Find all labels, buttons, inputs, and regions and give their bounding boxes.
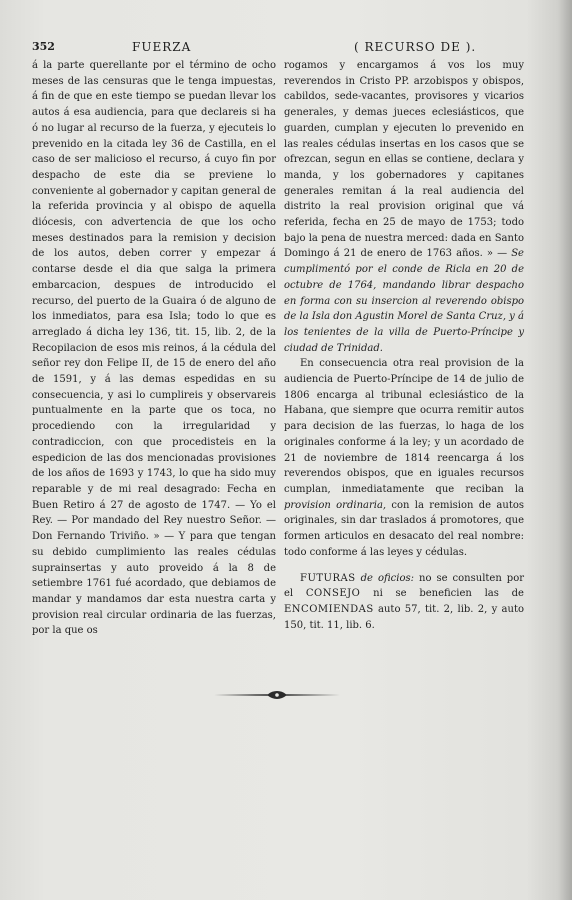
header-section: ( RECURSO DE ). — [354, 40, 477, 54]
entry-term-consejo: CONSEJO — [305, 588, 361, 600]
ornament-divider — [212, 688, 342, 702]
right-p1-italic: Se cumplimentó por el conde de Ricla en 20 de octubre de 1764, mandando librar despacho en forma con su insercion al reverendo obispo de la Isla don Agustin Morel de Santa Cruz, y á los tenientes de la villa de Puerto-Príncipe y ciudad de Trinidad. — [284, 248, 524, 354]
right-p2-end: con la remision de autos originales, sin dar traslados á promotores, que formen articulos en desacato del real nombre: todo conforme á las leyes y cédulas. — [284, 499, 524, 558]
entry-italic: de oficios: — [360, 572, 414, 584]
header-title: FUERZA — [132, 40, 192, 54]
right-paragraph-1 — [284, 58, 524, 356]
left-column — [32, 58, 276, 639]
right-p1-text: rogamos y encargamos á vos los muy reverendos in Cristo PP. arzobispos y obispos, cabildos, sede-vacantes, provisores y vicarios generales, y demas jueces eclesiásticos, que guarden, cumplan y ejecuten lo prevenido en las reales cédulas insertas en los casos que se ofrezcan, segun en ellas se contiene, declara y manda, y los gobernadores y capitanes generales remitan á la real audiencia del distrito la real provision original que vá referida, fecha en 25 de mayo de 1753; todo bajo la pena de nuestra merced: dada en Santo Domingo á 21 de enero de 1763 años. » — — [284, 60, 524, 260]
entry-term-futuras: FUTURAS — [300, 572, 356, 584]
entry-text-3: auto 57, tit. 2, lib. 2, y auto 150, tit. 11, lib. 6. — [284, 603, 524, 631]
left-paragraph: á la parte querellante por el término de ocho meses de las censuras que le tenga impuestas, á fin de que en este tiempo se puedan llevar los autos á esa audiencia, para que declareis si ha ó no lugar al recurso de la fuerza, y ejecuteis lo prevenido en la citada ley 36 de Castilla, en el caso de ser malicioso el recurso, á cuyo fin por despacho de este dia se previene lo conveniente al gobernador y capitan general de la referida provincia y al obispo de aquella diócesis, con advertencia de que los ocho meses destinados para la remision y decision de los autos, deben correr y empezar á contarse desde el dia que salga la primera embarcacion, despues de introducido el recurso, del puerto de la Guaira ó de alguno de los inmediatos, para esa Isla; todo lo que es arreglado á dicha ley 136, tit. 15, lib. 2, de la Recopilacion de esos mis reinos, á la cédula del señor rey don Felipe II, de 15 de enero del año de 1591, y á las demas espedidas en su consecuencia, y asi lo cumplireis y observareis puntualmente en la parte que os toca, no procediendo con la irregularidad y contradiccion, con que procedisteis en la espedicion de las dos mencionadas provisiones de los años de 1693 y 1743, lo que ha sido muy reparable y de mi real desagrado: Fecha en Buen Retiro á 27 de agosto de 1747. — Yo el Rey. — Por mandado del Rey nuestro Señor. — Don Fernando Triviño. » — Y para que tengan su debido cumplimiento las reales cédulas suprainsertas y auto proveido á la 8 de setiembre 1761 fué acordado, que debiamos de mandar y mandamos dar esta nuestra carta y provision real circular ordinaria de las fuerzas, por la que os — [32, 60, 276, 637]
page-number: 352 — [32, 40, 55, 53]
right-paragraph-3 — [284, 571, 524, 634]
entry-term-encomiendas: ENCOMIENDAS — [284, 603, 374, 615]
right-p2-text: En consecuencia otra real provision de la audiencia de Puerto-Príncipe de 14 de julio de 1806 encarga al tribunal eclesiástico de la Habana, que siempre que ocurra remitir autos para decision de las fuerzas, lo haga de los originales conforme á la ley; y un acordado de 21 de noviembre de 1814 reencarga á los reverendos obispos, que en iguales recursos cumplan, inmediatamente que reciban la — [284, 358, 524, 495]
entry-text-2: ni se beneficien las de — [373, 588, 524, 600]
entry-text-1: no se consulten por el — [284, 572, 524, 600]
page-edge-shadow — [558, 0, 572, 900]
right-paragraph-2 — [284, 356, 524, 560]
running-header — [32, 40, 538, 54]
right-column — [284, 58, 524, 633]
right-p2-italic: provision ordinaria, — [284, 499, 387, 511]
